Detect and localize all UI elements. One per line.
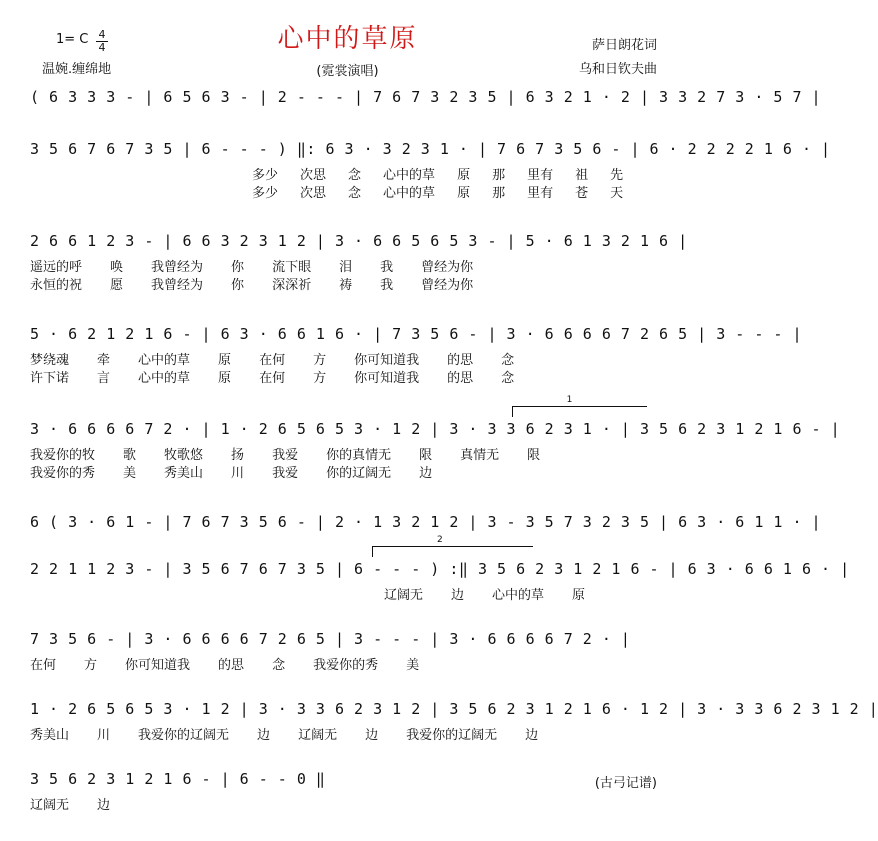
lyric-syllable: 牵 xyxy=(97,353,111,368)
notation-line: ( 6 3 3 3 - | 6 5 6 3 - | 2 - - - | 7 6 7 3 2 3 5 | 6 3 2 1 · 2 | 3 3 2 7 3 · 5 7 | xyxy=(30,88,822,106)
lyric-syllable: 多少 xyxy=(252,168,279,183)
lyric-syllable: 川 xyxy=(231,466,245,481)
notation-line: 3 5 6 7 6 7 3 5 | 6 - - - ) ‖: 6 3 · 3 2 3 1 · | 7 6 7 3 5 6 - | 6 · 2 2 2 2 1 6 · | xyxy=(30,140,831,158)
lyric-syllable: 念 xyxy=(272,658,286,673)
lyric-syllable: 次思 xyxy=(300,186,327,201)
lyric-syllable: 心中的草 xyxy=(383,186,436,201)
lyric-syllable: 我曾经为 xyxy=(151,260,204,275)
lyric-syllable: 限 xyxy=(527,448,541,463)
lyric-syllable: 原 xyxy=(572,588,586,603)
lyrics-verse-2 xyxy=(30,367,542,386)
lyric-syllable: 我曾经为 xyxy=(151,278,204,293)
lyric-syllable: 的思 xyxy=(447,353,474,368)
lyric-syllable: 方 xyxy=(313,371,327,386)
lyrics-verse-1 xyxy=(30,794,138,813)
lyric-syllable: 次思 xyxy=(300,168,327,183)
lyric-syllable: 你 xyxy=(231,278,245,293)
lyric-syllable: 辽阔无 xyxy=(30,798,70,813)
lyric-syllable: 念 xyxy=(501,371,515,386)
lyric-syllable: 扬 xyxy=(231,448,245,463)
lyric-syllable: 我爱你的辽阔无 xyxy=(406,728,498,743)
volta-number: 1 xyxy=(566,395,573,405)
lyric-syllable: 我爱 xyxy=(272,448,299,463)
lyric-syllable: 美 xyxy=(406,658,420,673)
lyric-syllable: 那 xyxy=(492,186,506,201)
lyric-syllable: 我爱你的秀 xyxy=(313,658,379,673)
lyric-syllable: 边 xyxy=(419,466,433,481)
lyric-syllable: 天 xyxy=(610,186,624,201)
lyric-syllable: 祖 xyxy=(575,168,589,183)
lyric-syllable: 秀美山 xyxy=(30,728,70,743)
lyrics-verse-1 xyxy=(30,654,447,673)
lyric-syllable: 的思 xyxy=(447,371,474,386)
lyric-syllable: 我爱你的辽阔无 xyxy=(138,728,230,743)
lyric-syllable: 你的真情无 xyxy=(326,448,392,463)
song-title: 心中的草原 xyxy=(277,24,418,54)
lyric-syllable: 曾经为你 xyxy=(421,260,474,275)
lyrics-verse-1 xyxy=(30,256,501,275)
lyric-syllable: 梦绕魂 xyxy=(30,353,70,368)
lyrics-verse-1 xyxy=(30,444,568,463)
lyric-syllable: 的思 xyxy=(218,658,245,673)
lyric-syllable: 边 xyxy=(451,588,465,603)
performance-style: 温婉.缠绵地 xyxy=(42,62,112,77)
lyric-syllable: 愿 xyxy=(110,278,124,293)
lyric-syllable: 原 xyxy=(457,186,471,201)
lyric-syllable: 真情无 xyxy=(460,448,500,463)
notation-line: 5 · 6 2 1 2 1 6 - | 6 3 · 6 6 1 6 · | 7 3 5 6 - | 3 · 6 6 6 6 7 2 6 5 | 3 - - - | xyxy=(30,325,802,343)
notation-line: 7 3 5 6 - | 3 · 6 6 6 6 7 2 6 5 | 3 - - - | 3 · 6 6 6 6 7 2 · | xyxy=(30,630,631,648)
lyric-syllable: 在何 xyxy=(30,658,57,673)
lyric-syllable: 辽阔无 xyxy=(298,728,338,743)
notation-line: 3 5 6 2 3 1 2 1 6 - | 6 - - 0 ‖ xyxy=(30,770,326,788)
lyrics-verse-1 xyxy=(252,164,645,183)
lyrics-verse-1 xyxy=(30,349,542,368)
lyric-syllable: 辽阔无 xyxy=(384,588,424,603)
lyrics-verse-2 xyxy=(252,182,645,201)
lyric-syllable: 念 xyxy=(348,186,362,201)
lyric-syllable: 你 xyxy=(231,260,245,275)
lyric-syllable: 心中的草 xyxy=(138,353,191,368)
lyric-syllable: 歌 xyxy=(123,448,137,463)
lyric-syllable: 川 xyxy=(97,728,111,743)
lyric-syllable: 祷 xyxy=(339,278,353,293)
volta-bracket xyxy=(372,535,533,557)
lyric-syllable: 我 xyxy=(380,278,394,293)
notation-line: 1 · 2 6 5 6 5 3 · 1 2 | 3 · 3 3 6 2 3 1 2 | 3 5 6 2 3 1 2 1 6 · 1 2 | 3 · 3 3 6 2 3 1 2 | xyxy=(30,700,878,718)
time-signature-top: 4 xyxy=(98,28,106,41)
lyric-syllable: 我爱 xyxy=(272,466,299,481)
lyric-syllable: 里有 xyxy=(527,168,554,183)
lyric-syllable: 念 xyxy=(348,168,362,183)
lyric-syllable: 牧歌悠 xyxy=(164,448,204,463)
volta-number: 2 xyxy=(437,535,443,545)
lyric-syllable: 苍 xyxy=(575,186,589,201)
lyrics-verse-1 xyxy=(30,724,566,743)
lyric-syllable: 边 xyxy=(257,728,271,743)
notation-line: 2 6 6 1 2 3 - | 6 6 3 2 3 1 2 | 3 · 6 6 5 6 5 3 - | 5 · 6 1 3 2 1 6 | xyxy=(30,232,688,250)
lyric-syllable: 泪 xyxy=(339,260,353,275)
lyric-syllable: 原 xyxy=(457,168,471,183)
lyric-syllable: 你可知道我 xyxy=(354,371,420,386)
lyric-syllable: 方 xyxy=(84,658,98,673)
volta-bracket xyxy=(512,395,647,417)
notation-line: 2 2 1 1 2 3 - | 3 5 6 7 6 7 3 5 | 6 - - - ) :‖ 3 5 6 2 3 1 2 1 6 - | 6 3 · 6 6 1 6 · | xyxy=(30,560,850,578)
lyric-syllable: 许下诺 xyxy=(30,371,70,386)
notation-line: 6 ( 3 · 6 1 - | 7 6 7 3 5 6 - | 2 · 1 3 2 1 2 | 3 - 3 5 7 3 2 3 5 | 6 3 · 6 1 1 · | xyxy=(30,513,822,531)
lyric-syllable: 永恒的祝 xyxy=(30,278,83,293)
lyric-syllable: 原 xyxy=(218,371,232,386)
lyric-syllable: 我爱你的牧 xyxy=(30,448,96,463)
lyrics-verse-1 xyxy=(384,584,613,603)
lyric-syllable: 心中的草 xyxy=(492,588,545,603)
lyric-syllable: 流下眼 xyxy=(272,260,312,275)
lyric-syllable: 多少 xyxy=(252,186,279,201)
lyric-syllable: 边 xyxy=(525,728,539,743)
lyrics-verse-2 xyxy=(30,274,501,293)
lyric-syllable: 深深祈 xyxy=(272,278,312,293)
lyric-syllable: 唤 xyxy=(110,260,124,275)
lyric-syllable: 边 xyxy=(365,728,379,743)
lyricist-credit: 萨日朗花词 xyxy=(591,38,657,53)
lyric-syllable: 曾经为你 xyxy=(421,278,474,293)
lyric-syllable: 你可知道我 xyxy=(354,353,420,368)
lyric-syllable: 我爱你的秀 xyxy=(30,466,96,481)
lyric-syllable: 心中的草 xyxy=(383,168,436,183)
notation-line: 3 · 6 6 6 6 7 2 · | 1 · 2 6 5 6 5 3 · 1 2 | 3 · 3 3 6 2 3 1 · | 3 5 6 2 3 1 2 1 6 - | xyxy=(30,420,841,438)
lyric-syllable: 在何 xyxy=(259,353,286,368)
lyric-syllable: 里有 xyxy=(527,186,554,201)
key-signature: 1= C xyxy=(56,32,89,47)
lyric-syllable: 方 xyxy=(313,353,327,368)
lyric-syllable: 先 xyxy=(610,168,624,183)
lyric-syllable: 心中的草 xyxy=(138,371,191,386)
time-signature-bottom: 4 xyxy=(98,41,106,54)
lyric-syllable: 秀美山 xyxy=(164,466,204,481)
lyric-syllable: 我 xyxy=(380,260,394,275)
time-signature xyxy=(96,30,108,53)
lyric-syllable: 美 xyxy=(123,466,137,481)
lyric-syllable: 限 xyxy=(419,448,433,463)
lyric-syllable: 边 xyxy=(97,798,111,813)
lyric-syllable: 那 xyxy=(492,168,506,183)
lyric-syllable: 你可知道我 xyxy=(125,658,191,673)
lyric-syllable: 你的辽阔无 xyxy=(326,466,392,481)
singer-credit: (霓裳演唱) xyxy=(316,64,379,79)
composer-credit: 乌和日钦夫曲 xyxy=(578,62,657,77)
lyrics-verse-2 xyxy=(30,462,460,481)
transcriber-credit: (古弓记谱) xyxy=(594,776,657,791)
lyric-syllable: 在何 xyxy=(259,371,286,386)
lyric-syllable: 遥远的呼 xyxy=(30,260,83,275)
lyric-syllable: 原 xyxy=(218,353,232,368)
lyric-syllable: 念 xyxy=(501,353,515,368)
lyric-syllable: 言 xyxy=(97,371,111,386)
